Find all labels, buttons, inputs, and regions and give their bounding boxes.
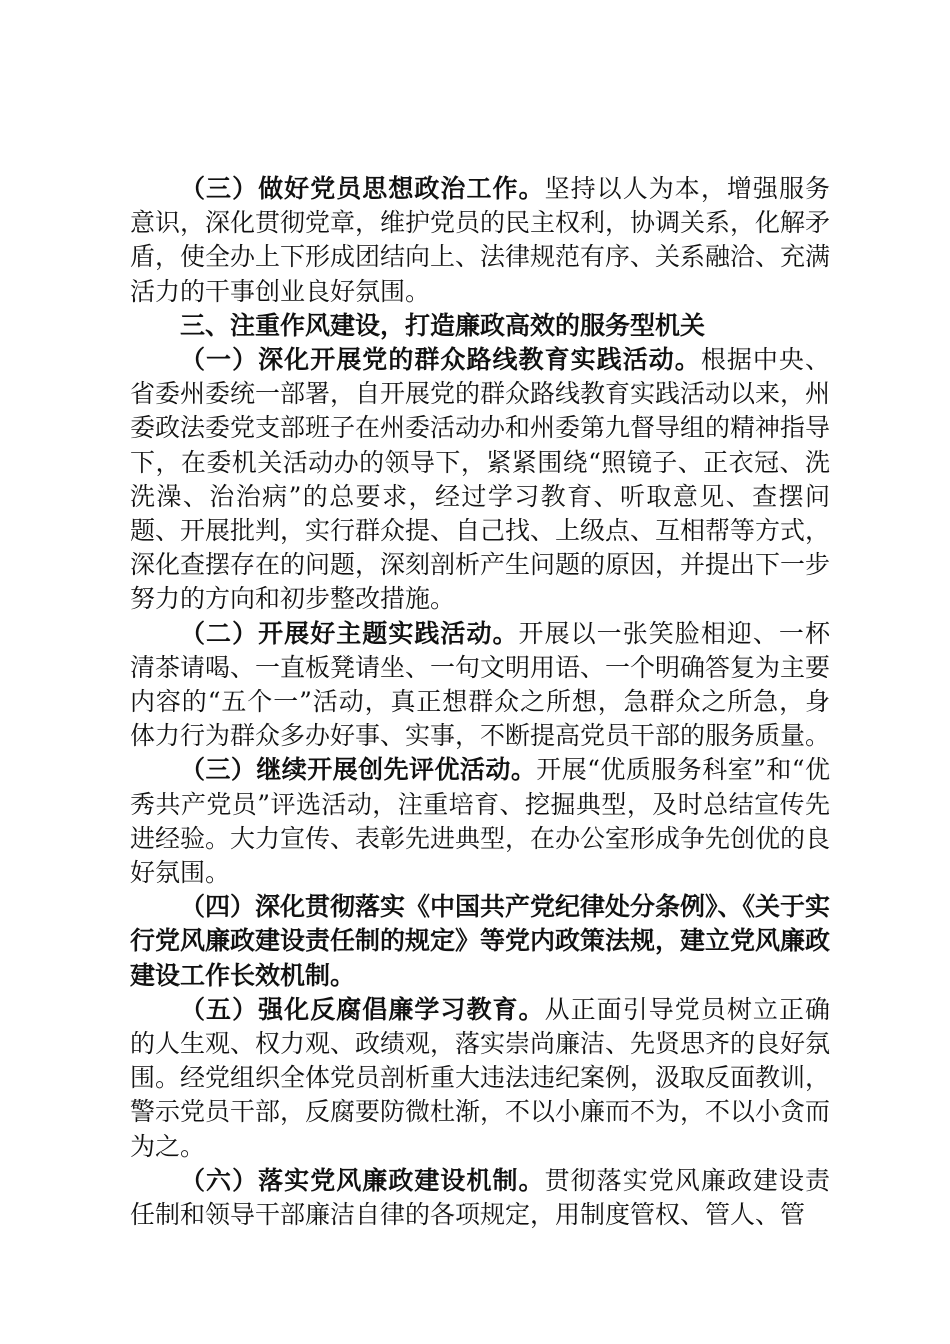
paragraph-theme-practice bbox=[130, 617, 830, 754]
section-heading-work-style: 三、注重作风建设，打造廉政高效的服务型机关 bbox=[180, 310, 706, 340]
paragraph-text: 坚持以人为本，增强服务意识，深化贯彻党章，维护党员的民主权利，协调关系，化解矛盾，使全办上下形成团结向上、法律规范有序、关系融洽、充满活力的干事创业良好氛围。 bbox=[130, 174, 831, 306]
paragraph-lead: （三）做好党员思想政治工作。 bbox=[180, 174, 545, 203]
paragraph-text: 从正面引导党员树立正确的人生观、权力观、政绩观，落实崇尚廉洁、先贤思齐的良好氛围。经党组织全体党员剖析重大违法违纪案例，汲取反面教训，警示党员干部，反腐要防微杜渐，不以小廉而不为，不以小贪而为之。 bbox=[130, 994, 831, 1161]
paragraph-discipline-regulations bbox=[130, 890, 830, 993]
paragraph-lead: （六）落实党风廉政建设机制。 bbox=[180, 1165, 545, 1195]
paragraph-lead: （二）开展好主题实践活动。 bbox=[180, 618, 519, 648]
paragraph-lead: （一）深化开展党的群众路线教育实践活动。 bbox=[180, 345, 701, 375]
paragraph-lead: （四）深化贯彻落实《中国共产党纪律处分条例》、《关于实行党风廉政建设责任制的规定》等党内政策法规，建立党风廉政建设工作长效机制。 bbox=[130, 892, 831, 990]
paragraph-excellence-evaluation bbox=[130, 753, 830, 890]
paragraph-text: 根据中央、省委州委统一部署，自开展党的群众路线教育实践活动以来，州委政法委党支部班子在州委活动办和州委第九督导组的精神指导下，在委机关活动办的领导下，紧紧围绕“照镜子、正衣冠、洗洗澡、治治病”的总要求，经过学习教育、听取意见、查摆问题、开展批判，实行群众提、自己找、上级点、互相帮等方式，深化查摆存在的问题，深刻剖析产生问题的原因，并提出下一步努力的方向和初步整改措施。 bbox=[130, 345, 831, 614]
paragraph-mass-line-education bbox=[130, 343, 830, 617]
paragraph-anti-corruption-education bbox=[130, 993, 830, 1164]
paragraph-party-member-ideological-work bbox=[130, 172, 830, 309]
paragraph-lead: （五）强化反腐倡廉学习教育。 bbox=[180, 994, 545, 1024]
paragraph-integrity-mechanism bbox=[130, 1164, 830, 1232]
paragraph-text: 开展以一张笑脸相迎、一杯清茶请喝、一直板凳请坐、一句文明用语、一个明确答复为主要内容的“五个一”活动，真正想群众之所想，急群众之所急，身体力行为群众多办好事、实事，不断提高党员干部的服务质量。 bbox=[130, 618, 831, 751]
paragraph-text: 贯彻落实党风廉政建设责任制和领导干部廉洁自律的各项规定，用制度管权、管人、管 bbox=[130, 1165, 830, 1230]
paragraph-text: 开展“优质服务科室”和“优秀共产党员”评选活动，注重培育、挖掘典型，及时总结宣传先进经验。大力宣传、表彰先进典型，在办公室形成争先创优的良好氛围。 bbox=[130, 755, 831, 888]
paragraph-lead: （三）继续开展创先评优活动。 bbox=[180, 755, 537, 785]
document-body bbox=[130, 172, 830, 1232]
